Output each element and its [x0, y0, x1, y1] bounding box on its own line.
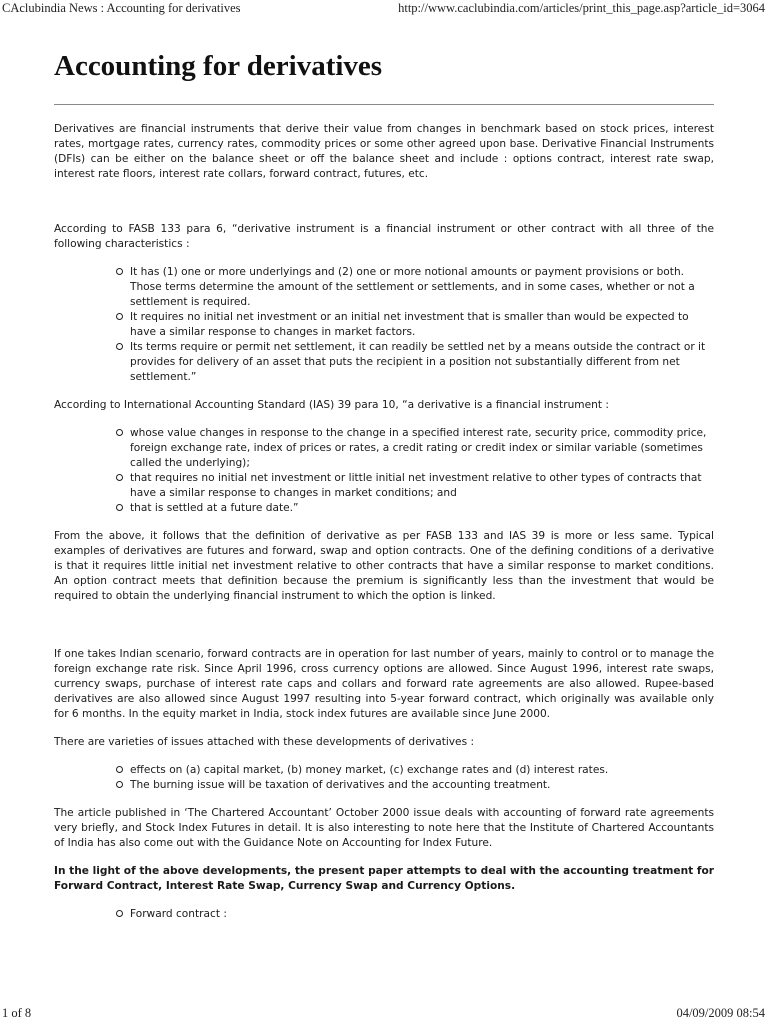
issues-list: [54, 763, 714, 793]
page-header-url: http://www.caclubindia.com/articles/print_this_page.asp?article_id=3064: [398, 1, 765, 15]
list-item: It has (1) one or more underlyings and (2) one or more notional amounts or payment provisions or both. Those terms determine the amount of the settlement or settlements, and in some cases, whether or not a settlement is required.: [130, 265, 714, 310]
paper-scope-statement: In the light of the above developments, the present paper attempts to deal with the accounting treatment for Forward Contract, Interest Rate Swap, Currency Swap and Currency Options.: [54, 865, 714, 892]
comparison-paragraph: From the above, it follows that the definition of derivative as per FASB 133 and IAS 39 is more or less same. Typical examples of derivatives are futures and forward, swap and option contracts. One of the defining conditions of a derivative is that it requires little initial net investment relative to other contracts that have a similar response to market conditions. An option contract meets that definition because the premium is significantly less than the investment that would be required to obtain the underlying financial instrument to which the option is linked.: [54, 530, 714, 602]
bullet-icon: [116, 474, 123, 481]
intro-paragraph: Derivatives are financial instruments that derive their value from changes in benchmark based on stock prices, interest rates, mortgage rates, currency rates, commodity prices or some other agreed upon base. Derivative Financial Instruments (DFIs) can be either on the balance sheet or off the balance sheet and include : options contract, interest rate swap, interest rate floors, interest rate collars, forward contract, futures, etc.: [54, 123, 714, 180]
fasb-characteristics-list: [54, 265, 714, 385]
list-item: The burning issue will be taxation of derivatives and the accounting treatment.: [130, 778, 714, 793]
ias-definition-list: [54, 426, 714, 516]
bullet-icon: [116, 504, 123, 511]
article-body: [54, 122, 714, 935]
bullet-icon: [116, 268, 123, 275]
page-number: 1 of 8: [2, 1006, 32, 1020]
list-item: Forward contract :: [130, 907, 714, 922]
indian-scenario-paragraph: If one takes Indian scenario, forward contracts are in operation for last number of years, mainly to control or to manage the foreign exchange rate risk. Since April 1996, cross currency options are allowed. Since August 1996, interest rate swaps, currency swaps, purchase of interest rate caps and collars and forward rate agreements are also allowed. Rupee-based derivatives are also allowed since August 1997 resulting into 5-year forward contract, which originally was available only for 6 months. In the equity market in India, stock index futures are available since June 2000.: [54, 648, 714, 720]
bullet-icon: [116, 910, 123, 917]
list-item: effects on (a) capital market, (b) money market, (c) exchange rates and (d) interest rates.: [130, 763, 714, 778]
bullet-icon: [116, 313, 123, 320]
issues-lead-paragraph: There are varieties of issues attached with these developments of derivatives :: [54, 736, 475, 748]
fasb-lead-paragraph: According to FASB 133 para 6, “derivative instrument is a financial instrument or other contract with all three of the following characteristics :: [54, 223, 714, 250]
print-timestamp: 04/09/2009 08:54: [676, 1006, 765, 1020]
title-divider: [54, 104, 714, 105]
ias-lead-paragraph: According to International Accounting Standard (IAS) 39 para 10, “a derivative is a financial instrument :: [54, 399, 609, 411]
list-item: whose value changes in response to the change in a specified interest rate, security price, commodity price, foreign exchange rate, index of prices or rates, a credit rating or credit index or similar variable (sometimes called the underlying);: [130, 426, 714, 471]
article-reference-paragraph: The article published in ‘The Chartered Accountant’ October 2000 issue deals with accounting of forward rate agreements very briefly, and Stock Index Futures in detail. It is also interesting to note here that the Institute of Chartered Accountants of India has also come out with the Guidance Note on Accounting for Index Future.: [54, 807, 714, 849]
list-item: that is settled at a future date.”: [130, 501, 714, 516]
article-title: Accounting for derivatives: [54, 50, 383, 82]
list-item: Its terms require or permit net settlement, it can readily be settled net by a means outside the contract or it provides for delivery of an asset that puts the recipient in a position not substantially different from net settlement.”: [130, 340, 714, 385]
list-item: It requires no initial net investment or an initial net investment that is smaller than would be expected to have a similar response to changes in market factors.: [130, 310, 714, 340]
bullet-icon: [116, 781, 123, 788]
treatment-topics-list: [54, 907, 714, 922]
bullet-icon: [116, 766, 123, 773]
page-header-title: CAclubindia News : Accounting for derivatives: [2, 1, 241, 15]
list-item: that requires no initial net investment or little initial net investment relative to other types of contracts that have a similar response to changes in market conditions; and: [130, 471, 714, 501]
bullet-icon: [116, 429, 123, 436]
bullet-icon: [116, 343, 123, 350]
